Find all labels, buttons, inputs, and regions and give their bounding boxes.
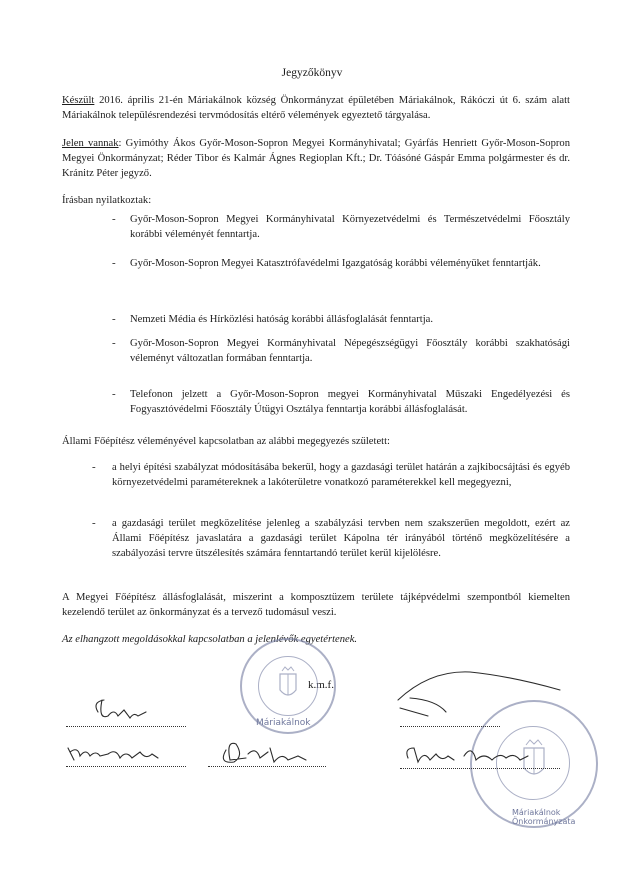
paragraph-attendees [62, 136, 570, 181]
list-bullet: - [92, 517, 96, 529]
list-item: a gazdasági terület megközelítése jelenleg a szabályzási tervben nem szakszerűen megoldott, ezért az Állami Főépítész javaslatára a gazdasági terület Kápolna tér irányából történő megközelítésére a szabályozási tervre ütszélesítés számára fenntartandó terület kerül kijelölésre. [112, 518, 570, 559]
document-title: Jegyzőkönyv [281, 67, 343, 79]
list-bullet: - [92, 461, 96, 473]
paragraph-chief-architect: Állami Főépítész véleményével kapcsolatban az alábbi megegyezés született: [62, 436, 390, 447]
attendees-text: : Gyimóthy Ákos Győr-Moson-Sopron Megyei Kormányhivatal; Gyárfás Henriett Győr-Moson-Sopron Megyei Önkormányzat; Réder Tibor és Kalmár Ágnes Regioplan Kft.; Dr. Tóásóné Gáspár Emma polgármester és dr. Kránitz Péter jegyző. [62, 138, 570, 179]
signature-line [208, 766, 326, 767]
list-bullet: - [112, 388, 116, 400]
signature-line [66, 726, 186, 727]
signature-line [400, 768, 560, 769]
list-item: Telefonon jelzett a Győr-Moson-Sopron megyei Kormányhivatal Műszaki Engedélyezési és Fogyasztóvédelmi Főosztály Útügyi Osztálya fenntartja korábbi állásfoglalását. [130, 389, 570, 415]
attendees-label: Jelen vannak [62, 138, 119, 149]
paragraph-written-statements: Írásban nyilatkoztak: [62, 195, 152, 206]
paragraph-keszult [62, 93, 570, 123]
list-item: Győr-Moson-Sopron Megyei Katasztrófavédelmi Igazgatóság korábbi véleményüket fenntartják. [130, 258, 541, 269]
list-item: Győr-Moson-Sopron Megyei Kormányhivatal Népegészségügyi Főosztály korábbi szakhatósági véleményt változatlan formában fenntartja. [130, 338, 570, 364]
paragraph-county-architect: A Megyei Főépítész állásfoglalását, miszerint a komposztüzem területe tájképvédelmi szempontból kiemelten kezelendő terület az önkormányzat és a tervező tudomásul veszi. [62, 592, 570, 618]
list-bullet: - [112, 257, 116, 269]
list-item: a helyi építési szabályzat módosításába bekerül, hogy a gazdasági terület határán a zajkibocsájtási és egyéb környezetvédelmi paramétereknek a lakóterületre vonatkozó paraméterekkel kell megegyezni, [112, 462, 570, 488]
list-item: Nemzeti Média és Hírközlési hatóság korábbi állásfoglalását fenntartja. [130, 314, 433, 325]
paragraph-agreement: Az elhangzott megoldásokkal kapcsolatban a jelenlévők egyetértenek. [62, 634, 358, 645]
stamp-text-right: Máriakálnok Önkormányzata [512, 808, 576, 826]
kmf-label: k.m.f. [308, 679, 334, 691]
list-bullet: - [112, 313, 116, 325]
stamp-text-left: Máriakálnok [256, 718, 311, 728]
list-bullet: - [112, 337, 116, 349]
list-item: Győr-Moson-Sopron Megyei Kormányhivatal Környezetvédelmi és Természetvédelmi Főosztály korábbi véleményét fenntartja. [130, 214, 570, 240]
list-bullet: - [112, 213, 116, 225]
signature-line [66, 766, 186, 767]
keszult-text: 2016. április 21-én Máriakálnok község Önkormányzat épületében Máriakálnok, Rákóczi út 6. szám alatt Máriakálnok településrendezési tervmódosítás eltérő vélemények egyeztető tárgyalása. [62, 95, 570, 121]
keszult-label: Készült [62, 95, 95, 106]
signature-line [400, 726, 500, 727]
